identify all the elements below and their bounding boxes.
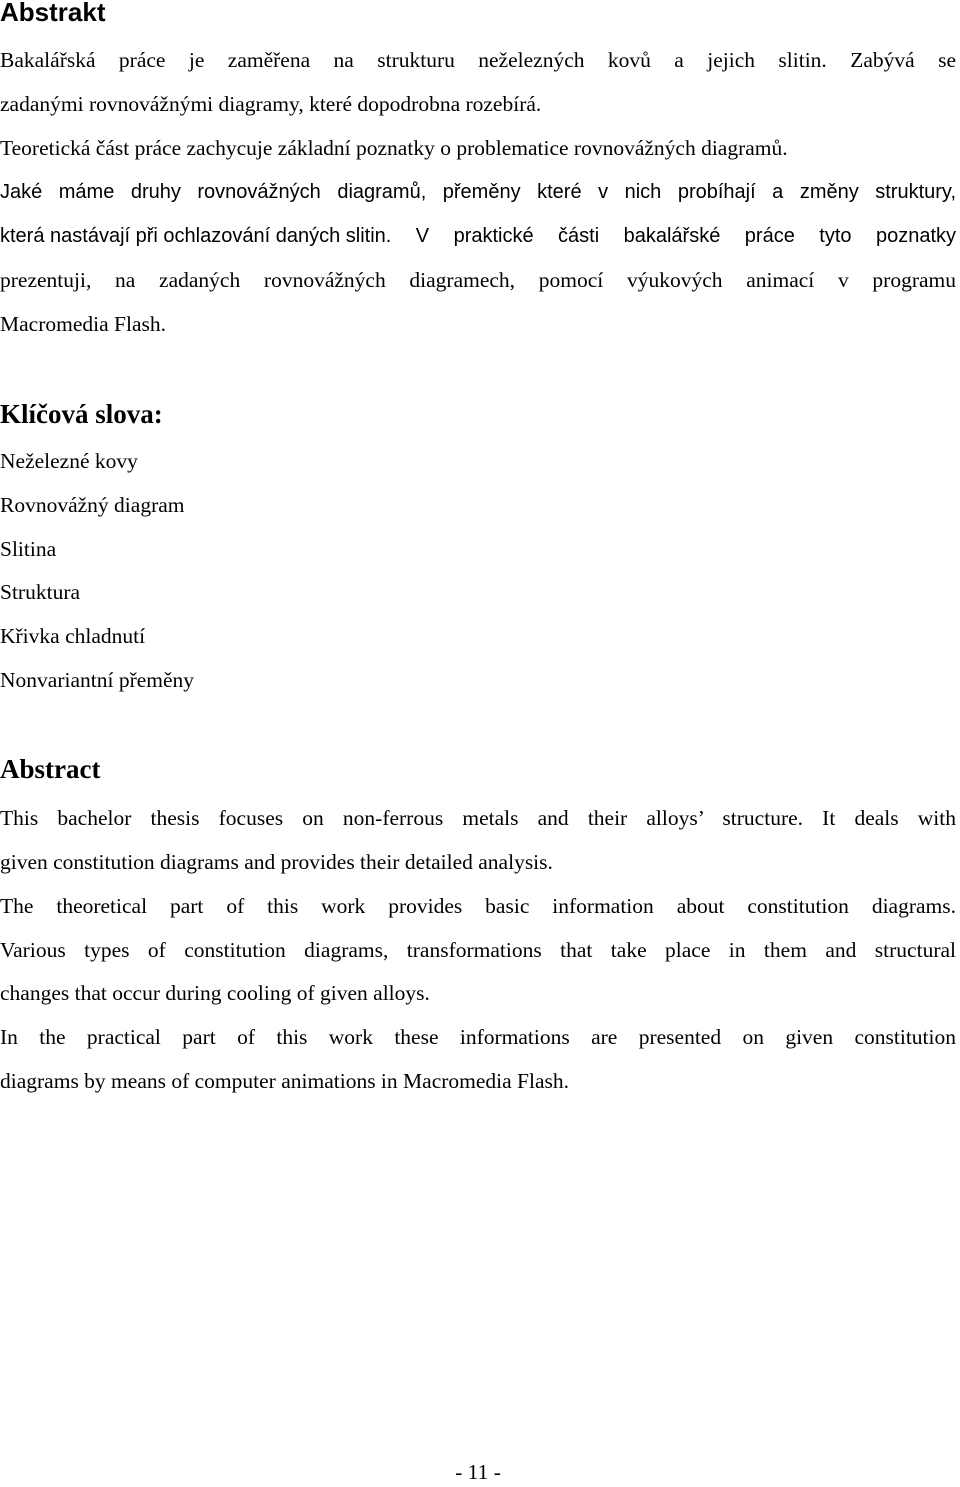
abstrakt-line-2: zadanými rovnovážnými diagramy, které dopodrobna rozebírá. [0,92,542,116]
abstrakt-line-5 [0,221,956,251]
abstract-line-2: given constitution diagrams and provides their detailed analysis. [0,850,553,874]
keyword-item: Nonvariantní přeměny [0,668,195,692]
keyword-item: Slitina [0,537,57,561]
abstract-line-5: changes that occur during cooling of given alloys. [0,981,430,1005]
abstract-line-3: The theoretical part of this work provides basic information about constitution diagrams. [0,894,956,918]
abstract-heading: Abstract [0,754,101,784]
abstrakt-heading: Abstrakt [0,0,106,27]
keyword-item: Křivka chladnutí [0,624,146,648]
abstract-line-4: Various types of constitution diagrams, transformations that take place in them and structural [0,938,956,962]
keyword-item: Struktura [0,580,81,604]
abstrakt-line-7: Macromedia Flash. [0,312,166,336]
keyword-item: Rovnovážný diagram [0,493,185,517]
abstract-line-1: This bachelor thesis focuses on non-ferrous metals and their alloys’ structure. It deals with [0,806,956,830]
page-number: - 11 - [455,1460,501,1484]
abstract-line-6: In the practical part of this work these informations are presented on given constitution [0,1025,956,1049]
keyword-item: Neželezné kovy [0,449,138,473]
abstrakt-line-4: Jaké máme druhy rovnovážných diagramů, přeměny které v nich probíhají a změny struktury, [0,181,956,203]
abstrakt-line-1: Bakalářská práce je zaměřena na strukturu neželezných kovů a jejich slitin. Zabývá se [0,48,956,72]
abstrakt-line-6: prezentuji, na zadaných rovnovážných diagramech, pomocí výukových animací v programu [0,268,956,292]
abstrakt-line-5-part-2: V praktické části bakalářské práce tyto poznatky [391,225,956,247]
abstract-line-7: diagrams by means of computer animations in Macromedia Flash. [0,1069,570,1093]
abstrakt-line-3: Teoretická část práce zachycuje základní poznatky o problematice rovnovážných diagramů. [0,136,788,160]
abstrakt-line-5-part-1: která nastávají při ochlazování daných slitin. [0,225,392,247]
keywords-heading: Klíčová slova: [0,399,163,429]
